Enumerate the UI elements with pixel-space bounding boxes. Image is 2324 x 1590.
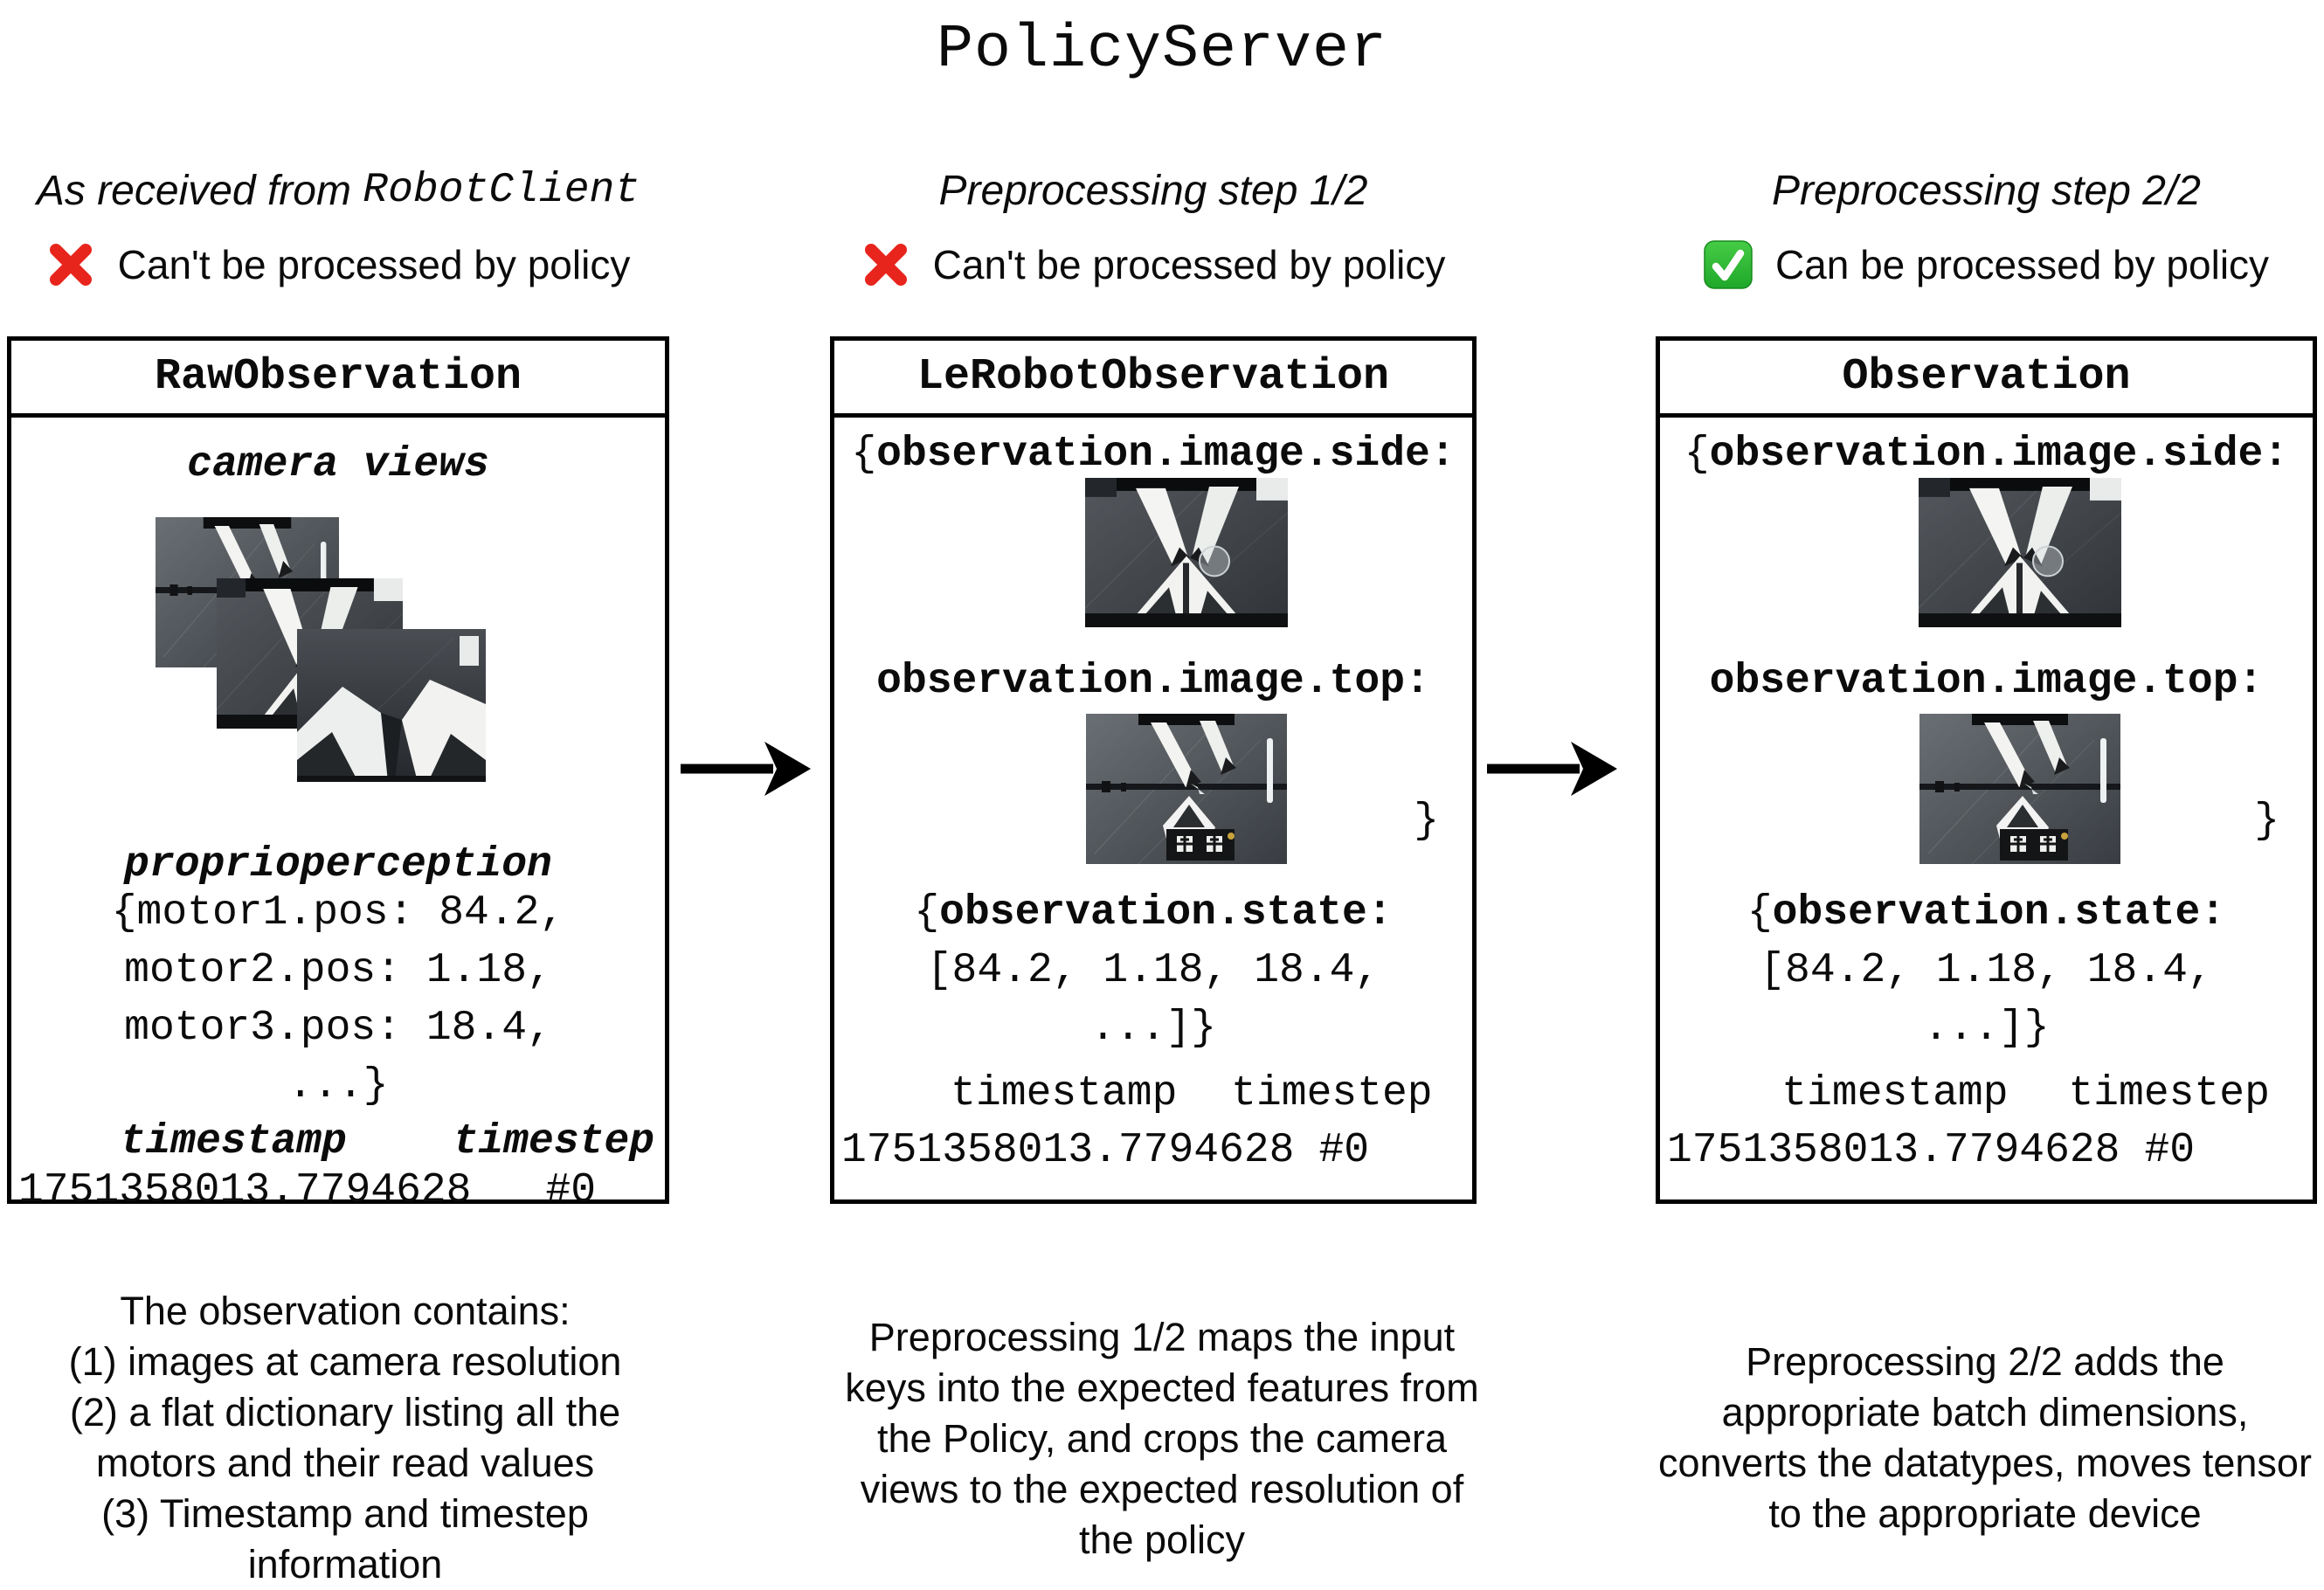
observation-image-side — [1085, 478, 1288, 627]
timestamp-label: timestamp — [1781, 1070, 2009, 1117]
timestamp-header-row — [11, 1118, 665, 1165]
timestamp-header-row — [834, 1070, 1472, 1117]
caption-left-line: (2) a flat dictionary listing all the — [69, 1390, 621, 1434]
image-side-key-line — [834, 431, 1472, 478]
observation-box-title: Observation — [1660, 341, 2313, 418]
state-end-line: ...]} — [1923, 1005, 2050, 1052]
timestep-value: #0 — [2144, 1127, 2196, 1174]
caption-middle-line: keys into the expected features from — [845, 1365, 1479, 1410]
caption-middle-line: the Policy, and crops the camera — [877, 1416, 1447, 1461]
robotclient-code-label: RobotClient — [363, 167, 640, 214]
timestamp-value: 1751358013.7794628 — [1667, 1127, 2120, 1174]
caption-right-line: appropriate batch dimensions, — [1721, 1390, 2249, 1434]
status-left-text: Can't be processed by policy — [117, 242, 631, 287]
timestamp-value: 1751358013.7794628 — [841, 1127, 1295, 1174]
open-brace: { — [851, 431, 877, 478]
timestep-value: #0 — [1318, 1127, 1370, 1174]
status-middle — [830, 238, 1477, 292]
caption-right-line: Preprocessing 2/2 adds the — [1746, 1339, 2224, 1384]
state-values-line: [84.2, 1.18, 18.4, — [926, 947, 1380, 994]
state-values-line: [84.2, 1.18, 18.4, — [1760, 947, 2213, 994]
image-top-key-line — [834, 658, 1472, 705]
column-header-step2-text: Preprocessing step 2/2 — [1772, 167, 2201, 214]
motor-line-2: motor2.pos: 1.18, — [124, 947, 552, 994]
column-header-step2 — [1656, 164, 2317, 217]
page-title: PolicyServer — [936, 16, 1388, 85]
observation-image-top — [1086, 714, 1287, 864]
caption-middle-line: views to the expected resolution of — [860, 1467, 1464, 1511]
motor-line-1: {motor1.pos: 84.2, — [111, 889, 565, 937]
timestep-label: timestep — [2068, 1070, 2270, 1117]
arrow-lerobot-to-observation — [1484, 729, 1628, 808]
arrow-raw-to-lerobot — [677, 729, 821, 808]
caption-left-line: information — [247, 1542, 443, 1587]
state-key: observation.state: — [1772, 889, 2226, 937]
caption-middle — [769, 1312, 1555, 1566]
caption-middle-line: the policy — [1078, 1517, 1246, 1562]
timestamp-value-row — [1660, 1127, 2313, 1174]
column-header-step1 — [830, 164, 1477, 217]
observation-image-top — [1919, 714, 2120, 864]
lerobot-observation-box — [830, 336, 1477, 1204]
state-key-line — [1660, 889, 2313, 937]
image-side-key-line — [1660, 431, 2313, 478]
caption-right-line: to the appropriate device — [1768, 1491, 2202, 1536]
image-top-key: observation.image.top: — [1709, 658, 2264, 705]
open-brace: { — [1684, 431, 1710, 478]
motor-line-3: motor3.pos: 18.4, — [124, 1005, 552, 1052]
timestamp-value: 1751358013.7794628 — [18, 1167, 472, 1214]
lerobot-observation-box-title: LeRobotObservation — [834, 341, 1472, 418]
raw-observation-box-body — [11, 418, 665, 1214]
caption-left-line: (3) Timestamp and timestep — [101, 1491, 589, 1536]
image-side-key: observation.image.side: — [1709, 431, 2289, 478]
camera-photo-3 — [297, 629, 486, 782]
lerobot-observation-box-body — [834, 418, 1472, 1199]
raw-observation-box — [7, 336, 669, 1214]
open-brace: { — [1746, 889, 1773, 937]
timestamp-value-row — [834, 1127, 1472, 1174]
image-side-key: observation.image.side: — [876, 431, 1456, 478]
close-brace: } — [2254, 798, 2279, 845]
timestamp-label: timestamp — [120, 1118, 347, 1165]
image-top-key-line — [1660, 658, 2313, 705]
caption-left-line: (1) images at camera resolution — [68, 1339, 622, 1384]
column-header-raw — [7, 164, 669, 217]
state-key-line — [834, 889, 1472, 937]
motor-line-4: ...} — [287, 1062, 389, 1110]
close-brace: } — [1414, 798, 1439, 845]
timestep-label: timestep — [1231, 1070, 1433, 1117]
caption-middle-line: Preprocessing 1/2 maps the input — [868, 1315, 1456, 1359]
caption-left — [0, 1286, 690, 1590]
state-key: observation.state: — [939, 889, 1393, 937]
status-middle-text: Can't be processed by policy — [932, 242, 1446, 287]
caption-right — [1609, 1337, 2324, 1539]
status-right — [1656, 238, 2317, 292]
status-right-text: Can be processed by policy — [1774, 242, 2270, 287]
check-icon — [1704, 240, 1753, 289]
image-top-key: observation.image.top: — [876, 658, 1430, 705]
state-end-line: ...]} — [1089, 1005, 1217, 1052]
status-left — [7, 238, 669, 292]
column-header-raw-text: As received from — [36, 167, 363, 214]
timestep-value: #0 — [545, 1167, 597, 1214]
observation-box-body — [1660, 418, 2313, 1199]
timestamp-value-row — [11, 1167, 665, 1214]
caption-left-line: motors and their read values — [95, 1441, 595, 1485]
caption-left-line: The observation contains: — [120, 1289, 571, 1333]
observation-box — [1656, 336, 2317, 1204]
caption-right-line: converts the datatypes, moves tensor — [1658, 1441, 2312, 1485]
open-brace: { — [914, 889, 940, 937]
cross-icon — [861, 240, 910, 289]
proprioperception-label: proprioperception — [124, 841, 552, 888]
raw-observation-box-title: RawObservation — [11, 341, 665, 418]
timestep-label: timestep — [453, 1118, 655, 1165]
observation-image-side — [1919, 478, 2121, 627]
camera-views-label: camera views — [187, 441, 489, 488]
timestamp-label: timestamp — [951, 1070, 1178, 1117]
timestamp-header-row — [1660, 1070, 2313, 1117]
cross-icon — [46, 240, 95, 289]
column-header-step1-text: Preprocessing step 1/2 — [938, 167, 1368, 214]
